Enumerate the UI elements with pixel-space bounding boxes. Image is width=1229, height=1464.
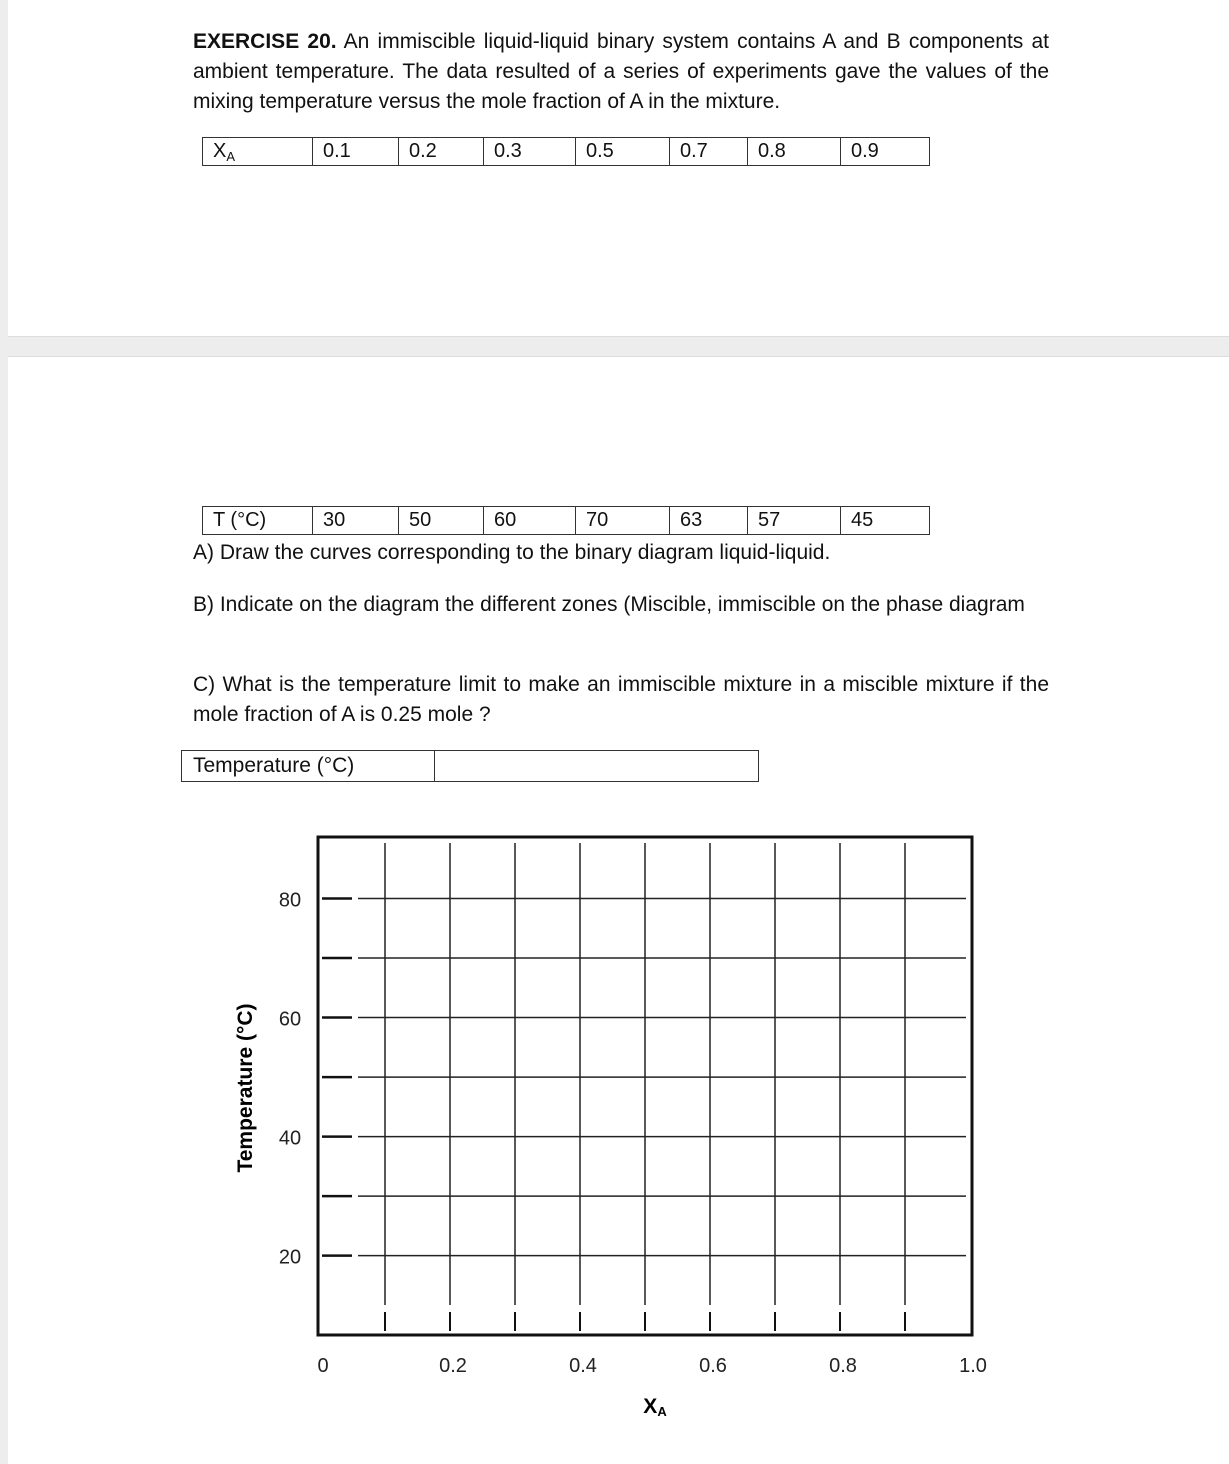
t-value-cell: 30 [313,507,399,535]
exercise-title: EXERCISE 20. [193,30,337,53]
question-b: B) Indicate on the diagram the different zones (Miscible, immiscible on the phase diagram [193,593,1025,616]
exercise-text: An immiscible liquid-liquid binary system contains A and B components at ambient temperature. The data resulted of a series of experiments gave the values of the mixing temperature versus the mole fraction of A in the mixture. [193,30,1049,113]
x-header-cell: $X_A$ [203,138,313,166]
t-value-cell: 45 [841,507,930,535]
y-tick-label: 20 [278,1246,302,1269]
t-value-cell: 63 [670,507,748,535]
y-tick-label: 80 [278,889,302,912]
t-value-cell: 50 [399,507,484,535]
x-value-cell: 0.9 [841,138,930,166]
x-value-cell: 0.5 [576,138,670,166]
x-tick-label: 0.6 [699,1355,727,1377]
x-tick-label: 1.0 [959,1355,987,1377]
x-value-cell: 0.7 [670,138,748,166]
y-tick-label: 60 [278,1008,302,1031]
x-value-cell: 0.2 [399,138,484,166]
t-value-cell: 70 [576,507,670,535]
x-tick-label: 0.2 [439,1355,467,1377]
x-value-cell: 0.8 [748,138,841,166]
x-tick-label: 0.4 [569,1355,597,1377]
x-tick-label: 0 [317,1355,329,1377]
question-c: C) What is the temperature limit to make an immiscible mixture in a miscible mixture if the mole fraction of A is 0.25 mole ? [193,673,1049,726]
answer-label: Temperature (°C) [182,751,435,782]
question-a: A) Draw the curves corresponding to the binary diagram liquid-liquid. [193,541,831,564]
x-axis-title: XA [643,1395,667,1419]
y-axis-title: Temperature (°C) [234,1003,257,1173]
x-value-cell: 0.1 [313,138,399,166]
t-header-cell: T (°C) [203,507,313,535]
t-value-cell: 57 [748,507,841,535]
x-tick-label: 0.8 [829,1355,857,1377]
y-tick-label: 40 [278,1127,302,1150]
x-value-cell: 0.3 [484,138,576,166]
t-value-cell: 60 [484,507,576,535]
